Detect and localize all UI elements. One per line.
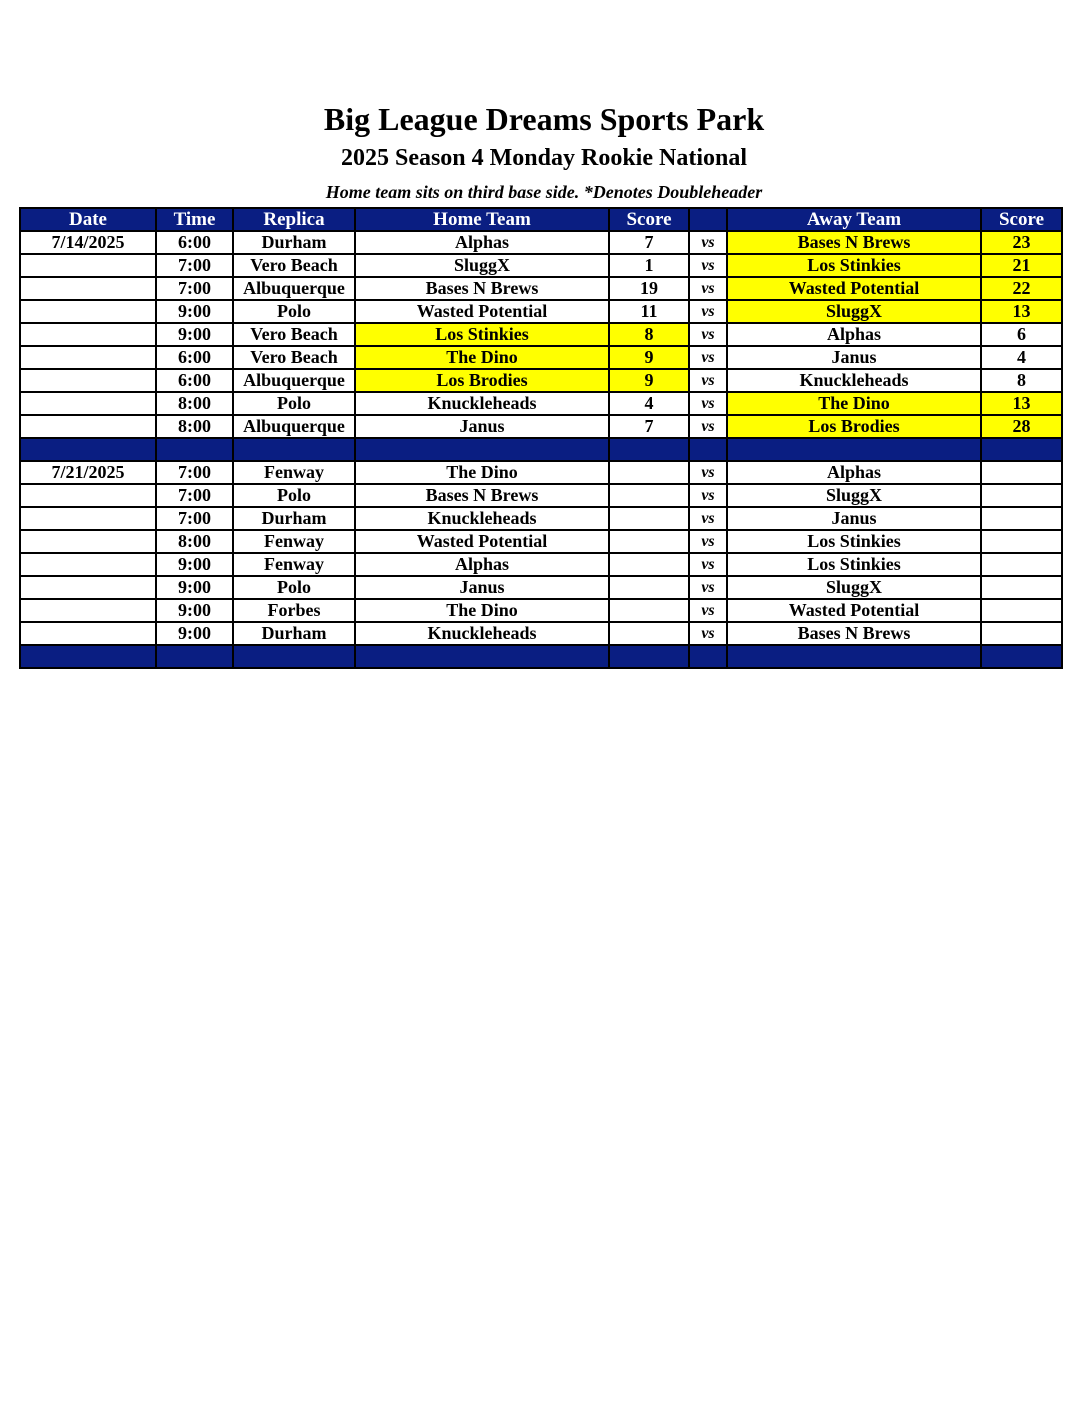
- game-replica: Durham: [233, 231, 355, 254]
- game-time: 7:00: [156, 277, 233, 300]
- game-row: [20, 576, 1062, 599]
- away-team: Los Brodies: [727, 415, 981, 438]
- vs-label: vs: [689, 231, 727, 254]
- game-time: 7:00: [156, 461, 233, 484]
- game-date: [20, 553, 156, 576]
- game-time: 8:00: [156, 392, 233, 415]
- home-team: Knuckleheads: [355, 392, 609, 415]
- game-date: [20, 599, 156, 622]
- separator-cell: [689, 438, 727, 461]
- away-score: 8: [981, 369, 1062, 392]
- away-team: Wasted Potential: [727, 277, 981, 300]
- game-date: [20, 530, 156, 553]
- home-score: 8: [609, 323, 689, 346]
- separator-cell: [20, 438, 156, 461]
- game-replica: Vero Beach: [233, 254, 355, 277]
- away-team: SluggX: [727, 300, 981, 323]
- game-date: [20, 300, 156, 323]
- game-replica: Albuquerque: [233, 415, 355, 438]
- game-replica: Polo: [233, 392, 355, 415]
- game-row: [20, 300, 1062, 323]
- separator-cell: [355, 438, 609, 461]
- game-replica: Fenway: [233, 553, 355, 576]
- home-team: Alphas: [355, 231, 609, 254]
- home-score: [609, 507, 689, 530]
- home-team: Los Brodies: [355, 369, 609, 392]
- game-row: [20, 599, 1062, 622]
- home-team: The Dino: [355, 461, 609, 484]
- schedule-note: Home team sits on third base side. *Denotes Doubleheader: [325, 182, 763, 202]
- game-time: 9:00: [156, 323, 233, 346]
- game-replica: Fenway: [233, 530, 355, 553]
- game-date: [20, 254, 156, 277]
- game-date: [20, 392, 156, 415]
- col-away-score: Score: [981, 208, 1062, 231]
- separator-cell: [981, 438, 1062, 461]
- away-score: 4: [981, 346, 1062, 369]
- home-score: 1: [609, 254, 689, 277]
- game-row: [20, 323, 1062, 346]
- game-time: 6:00: [156, 231, 233, 254]
- vs-label: vs: [689, 553, 727, 576]
- game-time: 7:00: [156, 254, 233, 277]
- away-score: 13: [981, 300, 1062, 323]
- separator-cell: [727, 438, 981, 461]
- game-replica: Forbes: [233, 599, 355, 622]
- game-replica: Albuquerque: [233, 277, 355, 300]
- game-time: 9:00: [156, 300, 233, 323]
- game-row: [20, 277, 1062, 300]
- game-date: 7/21/2025: [20, 461, 156, 484]
- game-replica: Polo: [233, 300, 355, 323]
- game-replica: Vero Beach: [233, 323, 355, 346]
- home-team: Wasted Potential: [355, 300, 609, 323]
- separator-cell: [609, 645, 689, 668]
- away-score: 13: [981, 392, 1062, 415]
- game-row: [20, 622, 1062, 645]
- away-score: [981, 553, 1062, 576]
- away-score: [981, 484, 1062, 507]
- game-replica: Durham: [233, 507, 355, 530]
- schedule-body: [20, 231, 1062, 668]
- col-replica: Replica: [233, 208, 355, 231]
- vs-label: vs: [689, 484, 727, 507]
- away-team: Alphas: [727, 323, 981, 346]
- away-score: 22: [981, 277, 1062, 300]
- home-score: 7: [609, 415, 689, 438]
- game-row: [20, 461, 1062, 484]
- away-score: [981, 461, 1062, 484]
- game-replica: Polo: [233, 484, 355, 507]
- game-date: [20, 346, 156, 369]
- home-score: [609, 576, 689, 599]
- away-team: Alphas: [727, 461, 981, 484]
- game-date: [20, 415, 156, 438]
- vs-label: vs: [689, 277, 727, 300]
- separator-cell: [20, 645, 156, 668]
- separator-cell: [355, 645, 609, 668]
- col-away-team: Away Team: [727, 208, 981, 231]
- vs-label: vs: [689, 300, 727, 323]
- away-score: 21: [981, 254, 1062, 277]
- vs-label: vs: [689, 415, 727, 438]
- home-score: [609, 484, 689, 507]
- game-time: 7:00: [156, 484, 233, 507]
- col-vs: [689, 208, 727, 231]
- home-score: 4: [609, 392, 689, 415]
- away-team: Janus: [727, 346, 981, 369]
- away-team: Los Stinkies: [727, 530, 981, 553]
- home-team: Wasted Potential: [355, 530, 609, 553]
- game-row: [20, 553, 1062, 576]
- game-row: [20, 369, 1062, 392]
- separator-cell: [689, 645, 727, 668]
- home-score: [609, 553, 689, 576]
- col-date: Date: [20, 208, 156, 231]
- game-time: 9:00: [156, 599, 233, 622]
- game-row: [20, 415, 1062, 438]
- away-team: Wasted Potential: [727, 599, 981, 622]
- home-team: Janus: [355, 576, 609, 599]
- home-team: Knuckleheads: [355, 622, 609, 645]
- game-time: 6:00: [156, 369, 233, 392]
- game-row: [20, 530, 1062, 553]
- game-time: 9:00: [156, 622, 233, 645]
- col-time: Time: [156, 208, 233, 231]
- vs-label: vs: [689, 461, 727, 484]
- vs-label: vs: [689, 599, 727, 622]
- home-score: [609, 622, 689, 645]
- away-score: 28: [981, 415, 1062, 438]
- away-score: 23: [981, 231, 1062, 254]
- away-score: [981, 530, 1062, 553]
- separator-cell: [981, 645, 1062, 668]
- game-time: 7:00: [156, 507, 233, 530]
- home-score: 7: [609, 231, 689, 254]
- game-replica: Fenway: [233, 461, 355, 484]
- away-team: Bases N Brews: [727, 622, 981, 645]
- vs-label: vs: [689, 576, 727, 599]
- col-home-score: Score: [609, 208, 689, 231]
- away-team: Los Stinkies: [727, 553, 981, 576]
- game-replica: Polo: [233, 576, 355, 599]
- separator-cell: [156, 438, 233, 461]
- home-team: Knuckleheads: [355, 507, 609, 530]
- game-time: 6:00: [156, 346, 233, 369]
- vs-label: vs: [689, 323, 727, 346]
- home-score: [609, 530, 689, 553]
- page-subtitle: 2025 Season 4 Monday Rookie National: [340, 145, 748, 171]
- away-score: [981, 576, 1062, 599]
- game-row: [20, 507, 1062, 530]
- vs-label: vs: [689, 254, 727, 277]
- home-team: The Dino: [355, 346, 609, 369]
- vs-label: vs: [689, 392, 727, 415]
- game-row: [20, 392, 1062, 415]
- week-separator: [20, 438, 1062, 461]
- game-replica: Vero Beach: [233, 346, 355, 369]
- home-team: Bases N Brews: [355, 277, 609, 300]
- vs-label: vs: [689, 530, 727, 553]
- game-time: 8:00: [156, 530, 233, 553]
- home-score: [609, 599, 689, 622]
- game-time: 9:00: [156, 576, 233, 599]
- home-team: SluggX: [355, 254, 609, 277]
- home-team: Alphas: [355, 553, 609, 576]
- away-score: [981, 507, 1062, 530]
- game-date: 7/14/2025: [20, 231, 156, 254]
- home-team: The Dino: [355, 599, 609, 622]
- away-score: [981, 622, 1062, 645]
- vs-label: vs: [689, 622, 727, 645]
- away-team: Knuckleheads: [727, 369, 981, 392]
- vs-label: vs: [689, 369, 727, 392]
- away-score: 6: [981, 323, 1062, 346]
- away-team: SluggX: [727, 484, 981, 507]
- home-score: 9: [609, 346, 689, 369]
- away-team: SluggX: [727, 576, 981, 599]
- game-date: [20, 507, 156, 530]
- home-team: Janus: [355, 415, 609, 438]
- home-score: [609, 461, 689, 484]
- game-date: [20, 622, 156, 645]
- home-team: Bases N Brews: [355, 484, 609, 507]
- game-time: 9:00: [156, 553, 233, 576]
- separator-cell: [727, 645, 981, 668]
- game-replica: Albuquerque: [233, 369, 355, 392]
- separator-cell: [233, 645, 355, 668]
- away-team: The Dino: [727, 392, 981, 415]
- away-team: Los Stinkies: [727, 254, 981, 277]
- game-date: [20, 576, 156, 599]
- col-home-team: Home Team: [355, 208, 609, 231]
- week-separator: [20, 645, 1062, 668]
- game-date: [20, 323, 156, 346]
- schedule-table: [19, 207, 1063, 669]
- home-score: 9: [609, 369, 689, 392]
- game-row: [20, 484, 1062, 507]
- game-time: 8:00: [156, 415, 233, 438]
- page-title: Big League Dreams Sports Park: [323, 101, 765, 137]
- vs-label: vs: [689, 507, 727, 530]
- away-team: Bases N Brews: [727, 231, 981, 254]
- game-row: [20, 231, 1062, 254]
- home-score: 11: [609, 300, 689, 323]
- header-row: [20, 208, 1062, 231]
- separator-cell: [609, 438, 689, 461]
- game-date: [20, 277, 156, 300]
- separator-cell: [156, 645, 233, 668]
- game-date: [20, 484, 156, 507]
- game-replica: Durham: [233, 622, 355, 645]
- home-score: 19: [609, 277, 689, 300]
- home-team: Los Stinkies: [355, 323, 609, 346]
- game-row: [20, 346, 1062, 369]
- away-team: Janus: [727, 507, 981, 530]
- away-score: [981, 599, 1062, 622]
- separator-cell: [233, 438, 355, 461]
- vs-label: vs: [689, 346, 727, 369]
- game-date: [20, 369, 156, 392]
- game-row: [20, 254, 1062, 277]
